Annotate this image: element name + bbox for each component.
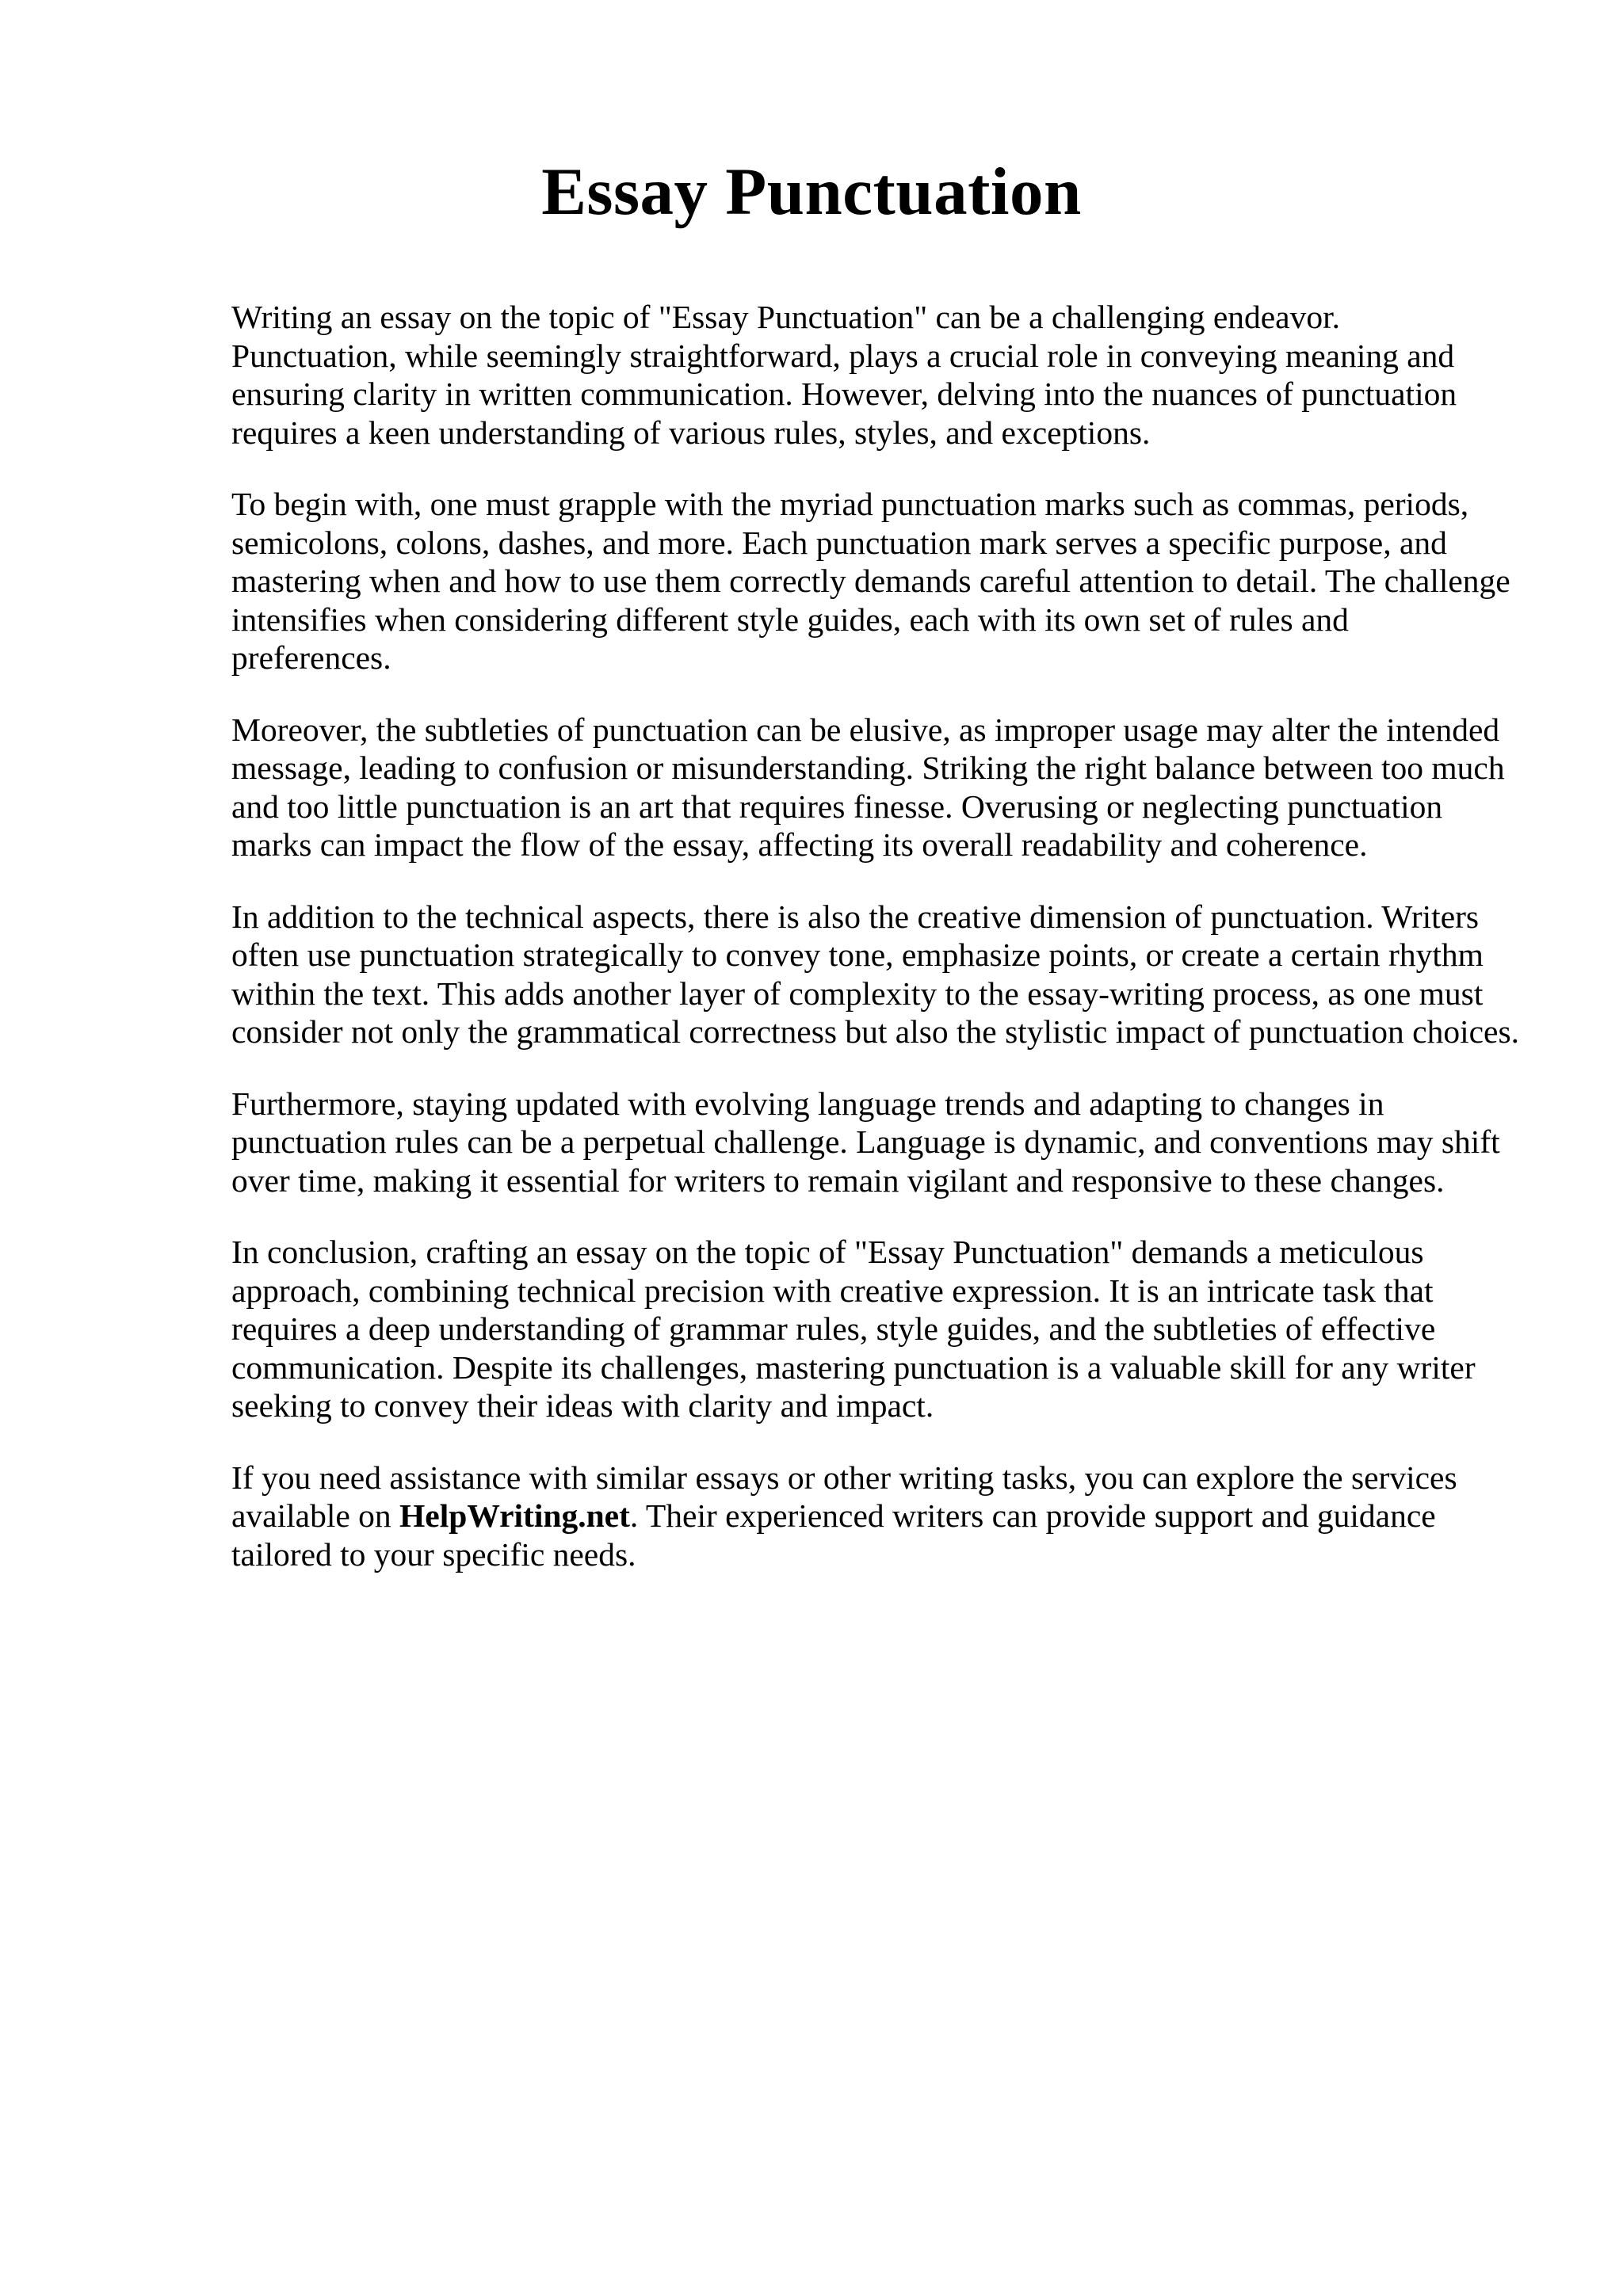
closing-text-before: available on [231,1497,400,1534]
text-line: punctuation rules can be a perpetual challenge. Language is dynamic, and conventions may shift [231,1123,1500,1160]
text-line: consider not only the grammatical correctness but also the stylistic impact of punctuation choices. [231,1013,1519,1050]
text-line: In addition to the technical aspects, there is also the creative dimension of punctuation. Writers [231,898,1480,935]
essay-body [231,298,1531,1607]
text-line: often use punctuation strategically to convey tone, emphasize points, or create a certain rhythm [231,936,1484,973]
text-line: Moreover, the subtleties of punctuation can be elusive, as improper usage may alter the intended [231,711,1500,748]
paragraph-marks [231,485,1531,677]
text-line: requires a deep understanding of grammar rules, style guides, and the subtleties of effective [231,1310,1436,1347]
text-line: approach, combining technical precision with creative expression. It is an intricate task that [231,1272,1434,1309]
text-line: marks can impact the flow of the essay, affecting its overall readability and coherence. [231,826,1368,863]
paragraph-creative [231,898,1531,1051]
paragraph-closing [231,1459,1531,1574]
text-line: message, leading to confusion or misunderstanding. Striking the right balance between too much [231,749,1505,786]
text-line: intensifies when considering different style guides, each with its own set of rules and [231,601,1349,638]
paragraph-subtleties [231,711,1531,864]
text-line: Furthermore, staying updated with evolving language trends and adapting to changes in [231,1085,1384,1122]
text-line: semicolons, colons, dashes, and more. Each punctuation mark serves a specific purpose, and [231,524,1447,561]
text-line: Writing an essay on the topic of "Essay Punctuation" can be a challenging endeavor. [231,299,1341,335]
closing-text-after: . Their experienced writers can provide support and guidance [629,1497,1436,1534]
text-line: If you need assistance with similar essays or other writing tasks, you can explore the services [231,1459,1457,1496]
text-line: communication. Despite its challenges, mastering punctuation is a valuable skill for any writer [231,1348,1476,1386]
text-line: ensuring clarity in written communication. However, delving into the nuances of punctuation [231,376,1457,412]
text-line [231,1497,1531,1535]
paragraph-trends [231,1085,1531,1200]
paragraph-conclusion [231,1233,1531,1425]
text-line: Punctuation, while seemingly straightforward, plays a crucial role in conveying meaning and [231,337,1455,374]
text-line: and too little punctuation is an art that requires finesse. Overusing or neglecting punctuation [231,788,1443,825]
text-line: mastering when and how to use them correctly demands careful attention to detail. The challenge [231,563,1510,599]
text-line: requires a keen understanding of various rules, styles, and exceptions. [231,414,1151,451]
helpwriting-link[interactable]: HelpWriting.net [399,1497,630,1534]
text-line: over time, making it essential for writers to remain vigilant and responsive to these changes. [231,1161,1445,1199]
text-line: In conclusion, crafting an essay on the topic of "Essay Punctuation" demands a meticulous [231,1234,1424,1270]
paragraph-intro [231,298,1531,452]
page-title: Essay Punctuation [541,154,1082,229]
text-line: within the text. This adds another layer of complexity to the essay-writing process, as one must [231,974,1484,1012]
text-line: preferences. [231,639,391,676]
text-line: tailored to your specific needs. [231,1535,636,1573]
text-line: To begin with, one must grapple with the myriad punctuation marks such as commas, periods, [231,486,1469,522]
text-line: seeking to convey their ideas with clarity and impact. [231,1387,934,1424]
